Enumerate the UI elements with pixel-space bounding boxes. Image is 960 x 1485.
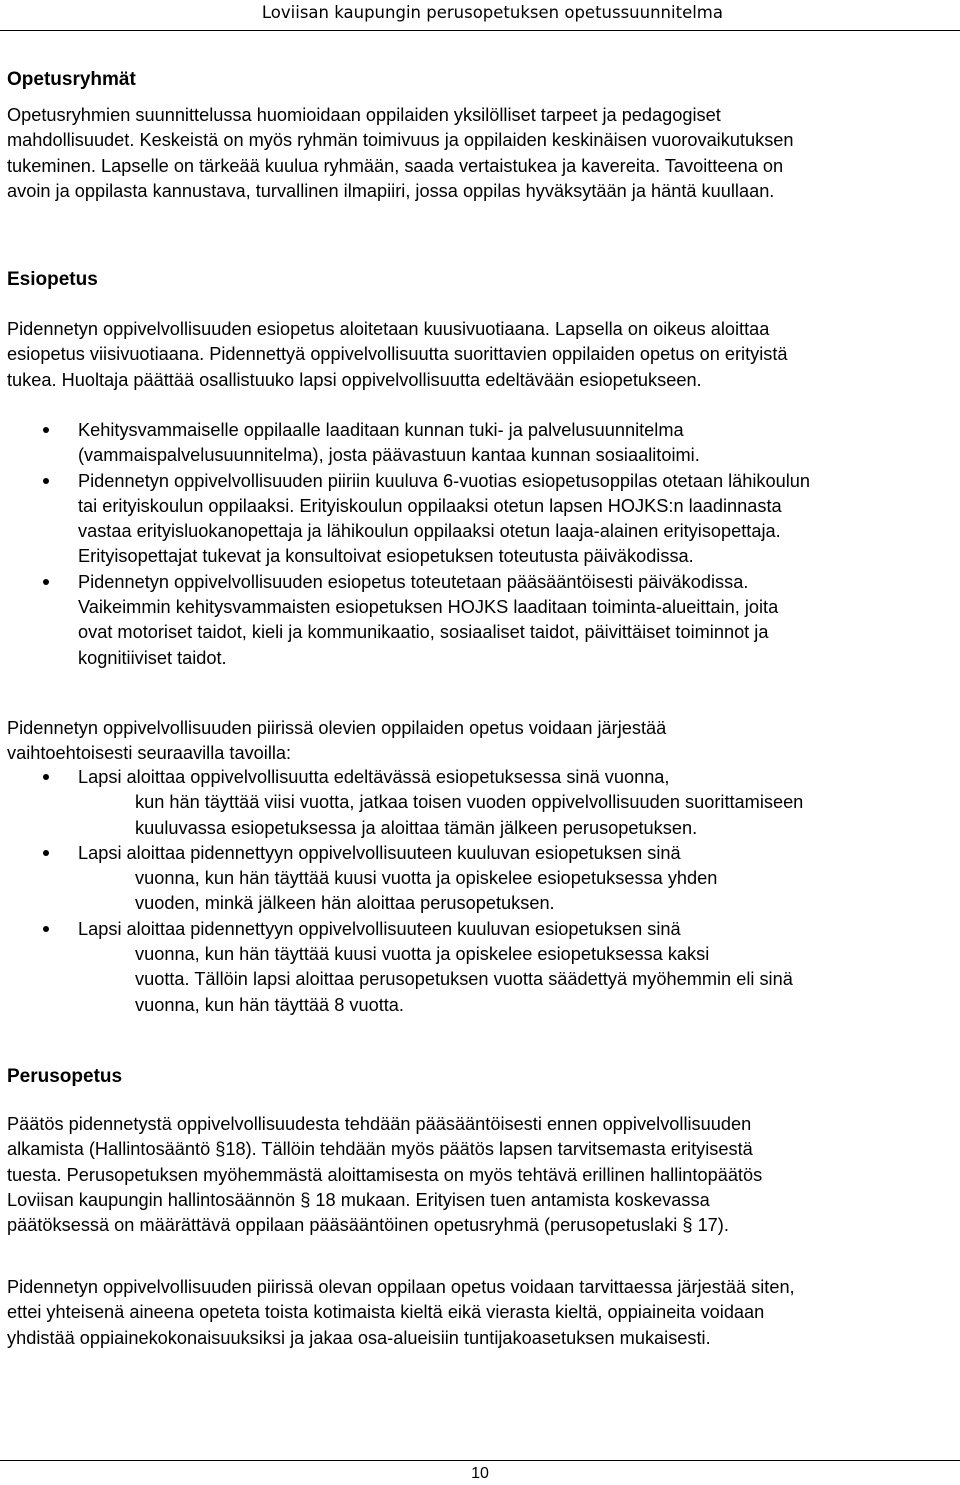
text-line: Lapsi aloittaa pidennettyyn oppivelvollisuuteen kuuluvan esiopetuksen sinä bbox=[78, 842, 681, 863]
text-line: vuoden, minkä jälkeen hän aloittaa perusopetuksen. bbox=[135, 893, 555, 914]
paragraph-vaihtoehdot-intro bbox=[7, 716, 666, 767]
text-line: kuuluvassa esiopetuksessa ja aloittaa tämän jälkeen perusopetuksen. bbox=[135, 817, 698, 838]
text-line: Lapsi aloittaa pidennettyyn oppivelvollisuuteen kuuluvan esiopetuksen sinä bbox=[78, 918, 681, 939]
text-line: ettei yhteisenä aineena opeteta toista kotimaista kieltä eikä vierasta kieltä, oppiaineita voidaan bbox=[7, 1302, 765, 1323]
text-line: Kehitysvammaiselle oppilaalle laaditaan kunnan tuki- ja palvelusuunnitelma bbox=[78, 420, 684, 440]
text-line: (vammaispalvelusuunnitelma), josta päävastuun kantaa kunnan sosiaalitoimi. bbox=[78, 445, 700, 466]
paragraph-opetusryhmat bbox=[7, 103, 794, 204]
text-line: päätöksessä on määrättävä oppilaan pääsääntöinen opetusryhmä (perusopetuslaki § 17). bbox=[7, 1215, 729, 1236]
text-line: avoin ja oppilasta kannustava, turvallinen ilmapiiri, jossa oppilas hyväksytään ja häntä kuullaan. bbox=[7, 180, 775, 201]
heading-perusopetus: Perusopetus bbox=[7, 1066, 123, 1087]
running-header: Loviisan kaupungin perusopetuksen opetussuunnitelma bbox=[261, 3, 723, 22]
text-line: vastaa erityisluokanopettaja ja lähikoulun oppilaaksi otetun laaja-alainen erityisopettaja. bbox=[78, 521, 781, 542]
text-line: tukea. Huoltaja päättää osallistuuko lapsi oppivelvollisuutta edeltävään esiopetukseen. bbox=[7, 369, 702, 390]
text-line: Pidennetyn oppivelvollisuuden piirissä olevan oppilaan opetus voidaan tarvittaessa järjestää siten, bbox=[7, 1277, 795, 1297]
text-line: vuonna, kun hän täyttää kuusi vuotta ja opiskelee esiopetuksessa yhden bbox=[135, 868, 718, 889]
text-line: yhdistää oppiainekokonaisuuksiksi ja jakaa osa-alueisiin tuntijakoasetuksen mukaisesti. bbox=[7, 1327, 711, 1348]
heading-esiopetus: Esiopetus bbox=[7, 269, 98, 290]
paragraph-esiopetus bbox=[7, 317, 788, 393]
text-line: Lapsi aloittaa oppivelvollisuutta edeltävässä esiopetuksessa sinä vuonna, bbox=[78, 767, 670, 787]
text-line: vaihtoehtoisesti seuraavilla tavoilla: bbox=[7, 743, 292, 764]
text-line: tuesta. Perusopetuksen myöhemmästä aloittamisesta on myös tehtävä erillinen hallintopäätös bbox=[7, 1164, 763, 1185]
list-item bbox=[7, 418, 810, 469]
text-line: kognitiiviset taidot. bbox=[78, 647, 227, 668]
heading-opetusryhmat: Opetusryhmät bbox=[7, 69, 136, 90]
page-number: 10 bbox=[471, 1465, 489, 1482]
text-line: Opetusryhmien suunnittelussa huomioidaan oppilaiden yksilölliset tarpeet ja pedagogiset bbox=[7, 105, 721, 125]
list-item bbox=[7, 917, 803, 1018]
text-line: Pidennetyn oppivelvollisuuden piirissä olevien oppilaiden opetus voidaan järjestää bbox=[7, 718, 667, 738]
text-line: Pidennetyn oppivelvollisuuden piiriin kuuluva 6-vuotias esiopetusoppilas otetaan lähikoulun bbox=[78, 470, 811, 491]
text-line: mahdollisuudet. Keskeistä on myös ryhmän toimivuus ja oppilaiden keskinäisen vuorovaikutuksen bbox=[7, 130, 794, 151]
text-line: Pidennetyn oppivelvollisuuden esiopetus aloitetaan kuusivuotiaana. Lapsella on oikeus aloittaa bbox=[7, 319, 770, 339]
text-line: Vaikeimmin kehitysvammaisten esiopetuksen HOJKS laaditaan toiminta-alueittain, joita bbox=[78, 597, 779, 618]
paragraph-perusopetus-1 bbox=[7, 1112, 762, 1238]
text-line: tukeminen. Lapselle on tärkeää kuulua ryhmään, saada vertaistukea ja kavereita. Tavoitteena on bbox=[7, 155, 784, 176]
footer-rule bbox=[0, 1460, 960, 1461]
text-line: vuonna, kun hän täyttää 8 vuotta. bbox=[135, 994, 404, 1015]
list-item bbox=[7, 765, 803, 841]
paragraph-perusopetus-2 bbox=[7, 1275, 795, 1351]
esiopetus-bullet-list bbox=[7, 418, 810, 671]
text-line: Pidennetyn oppivelvollisuuden esiopetus toteutetaan pääsääntöisesti päiväkodissa. bbox=[78, 571, 749, 592]
text-line: ovat motoriset taidot, kieli ja kommunikaatio, sosiaaliset taidot, päivittäiset toiminnot ja bbox=[78, 622, 769, 643]
list-item bbox=[7, 469, 810, 570]
text-line: kun hän täyttää viisi vuotta, jatkaa toisen vuoden oppivelvollisuuden suorittamiseen bbox=[135, 792, 804, 813]
vaihtoehdot-option-list bbox=[7, 765, 803, 1018]
text-line: esiopetus viisivuotiaana. Pidennettyä oppivelvollisuutta suorittavien oppilaiden opetus on erityistä bbox=[7, 344, 788, 365]
text-line: Erityisopettajat tukevat ja konsultoivat esiopetuksen toteutusta päiväkodissa. bbox=[78, 546, 694, 567]
text-line: tai erityiskoulun oppilaaksi. Erityiskoulun oppilaaksi otetun lapsen HOJKS:n laadinnasta bbox=[78, 495, 782, 516]
list-item bbox=[7, 841, 803, 917]
text-line: vuotta. Tällöin lapsi aloittaa perusopetuksen vuotta säädettyä myöhemmin eli sinä bbox=[135, 969, 793, 990]
text-line: Loviisan kaupungin hallintosäännön § 18 mukaan. Erityisen tuen antamista koskevassa bbox=[7, 1189, 710, 1210]
header-rule bbox=[0, 30, 960, 31]
text-line: Päätös pidennetystä oppivelvollisuudesta tehdään pääsääntöisesti ennen oppivelvollisuuden bbox=[7, 1114, 752, 1134]
text-line: vuonna, kun hän täyttää kuusi vuotta ja opiskelee esiopetuksessa kaksi bbox=[135, 944, 710, 965]
text-line: alkamista (Hallintosääntö §18). Tällöin tehdään myös päätös lapsen tarvitsemasta erityisestä bbox=[7, 1139, 753, 1160]
list-item bbox=[7, 570, 810, 671]
